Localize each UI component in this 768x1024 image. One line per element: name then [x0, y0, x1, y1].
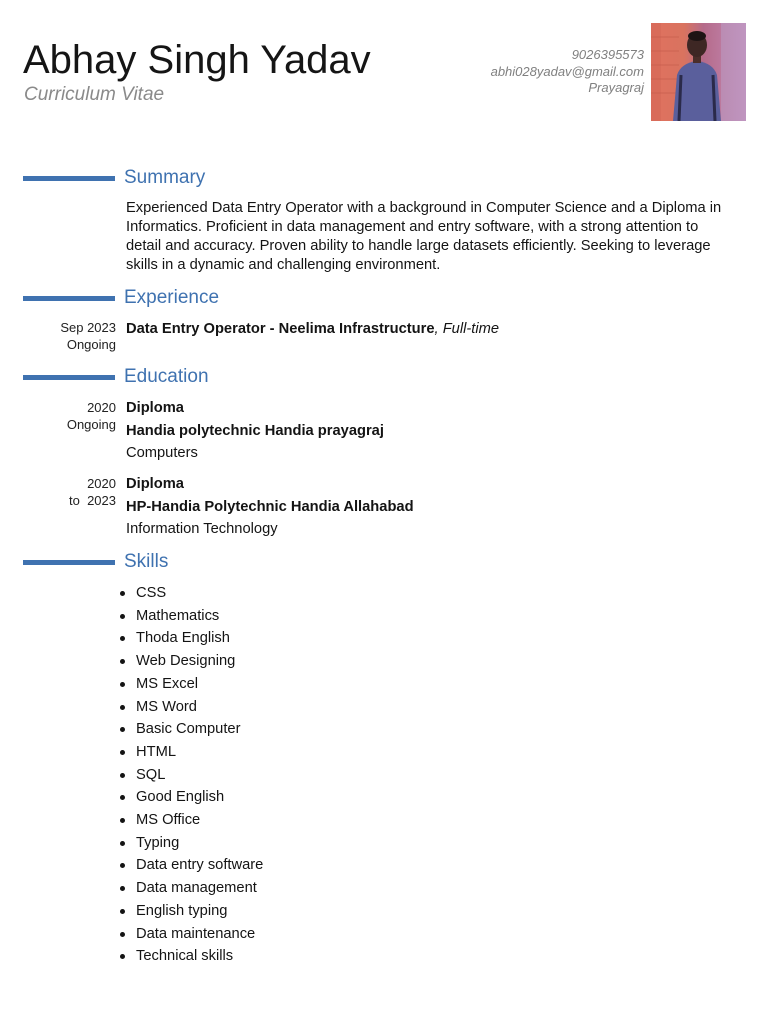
skill-item: English typing — [116, 900, 263, 923]
skill-item: Data entry software — [116, 854, 263, 877]
email-address: abhi028yadav@gmail.com — [490, 63, 644, 79]
skill-item: Thoda English — [116, 627, 263, 650]
profile-photo — [651, 23, 746, 121]
education-institution: Handia polytechnic Handia prayagraj — [126, 422, 384, 439]
section-divider-bar — [23, 176, 115, 181]
skills-list — [116, 582, 263, 968]
document-subtitle: Curriculum Vitae — [24, 84, 165, 105]
date-end: Ongoing — [66, 417, 116, 432]
skill-item: Technical skills — [116, 945, 263, 968]
skill-item: Typing — [116, 832, 263, 855]
person-name: Abhay Singh Yadav — [23, 38, 371, 82]
date-start: Sep 2023 — [60, 320, 116, 335]
date-start: 2020 — [87, 400, 116, 415]
skill-item: Mathematics — [116, 605, 263, 628]
skill-item: Basic Computer — [116, 718, 263, 741]
section-title-summary: Summary — [124, 167, 206, 188]
skill-item: Data management — [116, 877, 263, 900]
education-degree: Diploma — [126, 400, 184, 416]
education-details — [126, 473, 414, 541]
date-start: 2020 — [87, 476, 116, 491]
section-summary-header — [0, 167, 768, 191]
education-field: Computers — [126, 445, 198, 461]
location: Prayagraj — [588, 80, 644, 95]
section-divider-bar — [23, 375, 115, 380]
summary-text: Experienced Data Entry Operator with a background in Computer Science and a Diploma in Informatics. Proficient in data management and entry software, with a strong attention to detail and accuracy. Proven ability to handle large datasets efficiently. Seeking to leverage skills in a dynamic and challenging environment. — [126, 200, 722, 273]
section-divider-bar — [23, 560, 115, 565]
education-date — [67, 399, 116, 433]
skill-item: Web Designing — [116, 650, 263, 673]
section-title-education: Education — [124, 366, 209, 387]
job-role: Data Entry Operator - Neelima Infrastructure — [126, 321, 435, 337]
skill-item: MS Office — [116, 809, 263, 832]
section-education-header — [0, 366, 768, 390]
experience-date — [60, 319, 116, 353]
skill-item: MS Excel — [116, 673, 263, 696]
skill-item: SQL — [116, 764, 263, 787]
section-experience-header — [0, 287, 768, 311]
education-field: Information Technology — [126, 521, 278, 537]
education-date — [69, 475, 116, 509]
skill-item: HTML — [116, 741, 263, 764]
section-divider-bar — [23, 296, 115, 301]
contact-block — [491, 47, 644, 97]
education-institution: HP-Handia Polytechnic Handia Allahabad — [126, 498, 414, 515]
phone-number: 9026395573 — [571, 47, 644, 62]
education-degree: Diploma — [126, 476, 184, 492]
section-title-experience: Experience — [124, 287, 220, 308]
date-end: to 2023 — [69, 493, 116, 508]
job-type: , Full-time — [434, 321, 499, 337]
experience-details — [126, 318, 499, 341]
skill-item: MS Word — [116, 696, 263, 719]
section-skills-header — [0, 551, 768, 575]
education-details — [126, 397, 384, 465]
date-end: Ongoing — [66, 337, 116, 352]
skill-item: CSS — [116, 582, 263, 605]
section-title-skills: Skills — [124, 551, 169, 572]
skill-item: Good English — [116, 786, 263, 809]
skill-item: Data maintenance — [116, 923, 263, 946]
